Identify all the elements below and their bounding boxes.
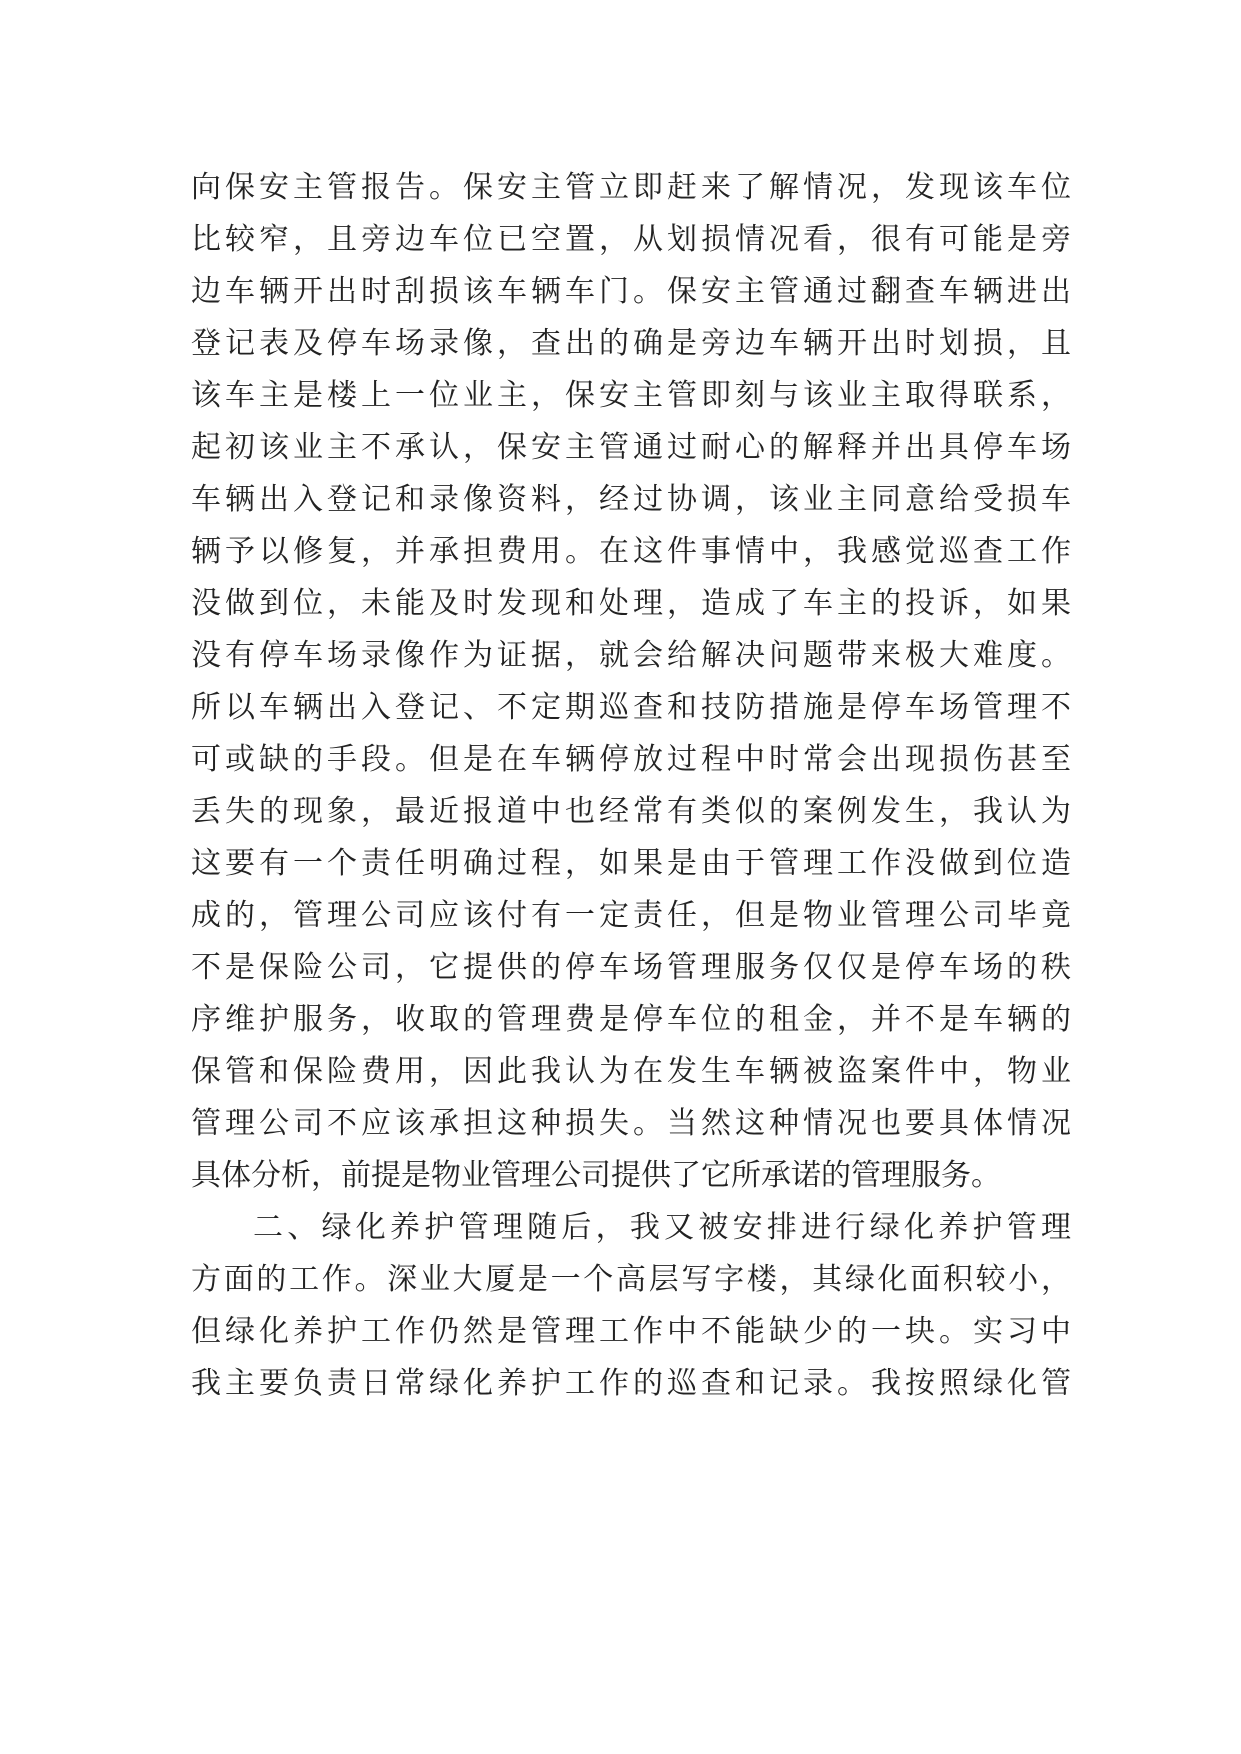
text-line: 边车辆开出时刮损该车辆车门。保安主管通过翻查车辆进出: [191, 274, 1071, 309]
text-line: 可或缺的手段。但是在车辆停放过程中时常会出现损伤甚至: [191, 742, 1071, 777]
text-line: 没有停车场录像作为证据，就会给解决问题带来极大难度。: [191, 638, 1071, 673]
text-line: 车辆出入登记和录像资料，经过协调，该业主同意给受损车: [191, 482, 1071, 517]
text-line: 方面的工作。深业大厦是一个高层写字楼，其绿化面积较小，: [191, 1262, 1071, 1297]
text-line: 所以车辆出入登记、不定期巡查和技防措施是停车场管理不: [191, 690, 1071, 725]
text-line: 登记表及停车场录像，查出的确是旁边车辆开出时划损，且: [191, 326, 1071, 361]
text-line: 我主要负责日常绿化养护工作的巡查和记录。我按照绿化管: [191, 1366, 1071, 1401]
text-line: 保管和保险费用，因此我认为在发生车辆被盗案件中，物业: [191, 1054, 1071, 1089]
text-line: 没做到位，未能及时发现和处理，造成了车主的投诉，如果: [191, 586, 1071, 621]
text-line: 比较窄，且旁边车位已空置，从划损情况看，很有可能是旁: [191, 222, 1071, 257]
text-line: 成的，管理公司应该付有一定责任，但是物业管理公司毕竟: [191, 898, 1071, 933]
section-heading-line: 二、绿化养护管理随后，我又被安排进行绿化养护管理: [253, 1210, 1071, 1245]
text-line: 起初该业主不承认，保安主管通过耐心的解释并出具停车场: [191, 430, 1071, 465]
text-line: 不是保险公司，它提供的停车场管理服务仅仅是停车场的秩: [191, 950, 1071, 985]
text-line: 管理公司不应该承担这种损失。当然这种情况也要具体情况: [191, 1106, 1071, 1141]
text-line: 序维护服务，收取的管理费是停车位的租金，并不是车辆的: [191, 1002, 1071, 1037]
text-line: 这要有一个责任明确过程，如果是由于管理工作没做到位造: [191, 846, 1071, 881]
text-line: 丢失的现象，最近报道中也经常有类似的案例发生，我认为: [191, 794, 1071, 829]
text-line: 向保安主管报告。保安主管立即赶来了解情况，发现该车位: [191, 170, 1071, 205]
text-line: 辆予以修复，并承担费用。在这件事情中，我感觉巡查工作: [191, 534, 1071, 569]
body-text: [191, 162, 1071, 1410]
text-line: 具体分析，前提是物业管理公司提供了它所承诺的管理服务。: [191, 1158, 1001, 1193]
text-line: 但绿化养护工作仍然是管理工作中不能缺少的一块。实习中: [191, 1314, 1071, 1349]
text-line: 该车主是楼上一位业主，保安主管即刻与该业主取得联系，: [191, 378, 1071, 413]
